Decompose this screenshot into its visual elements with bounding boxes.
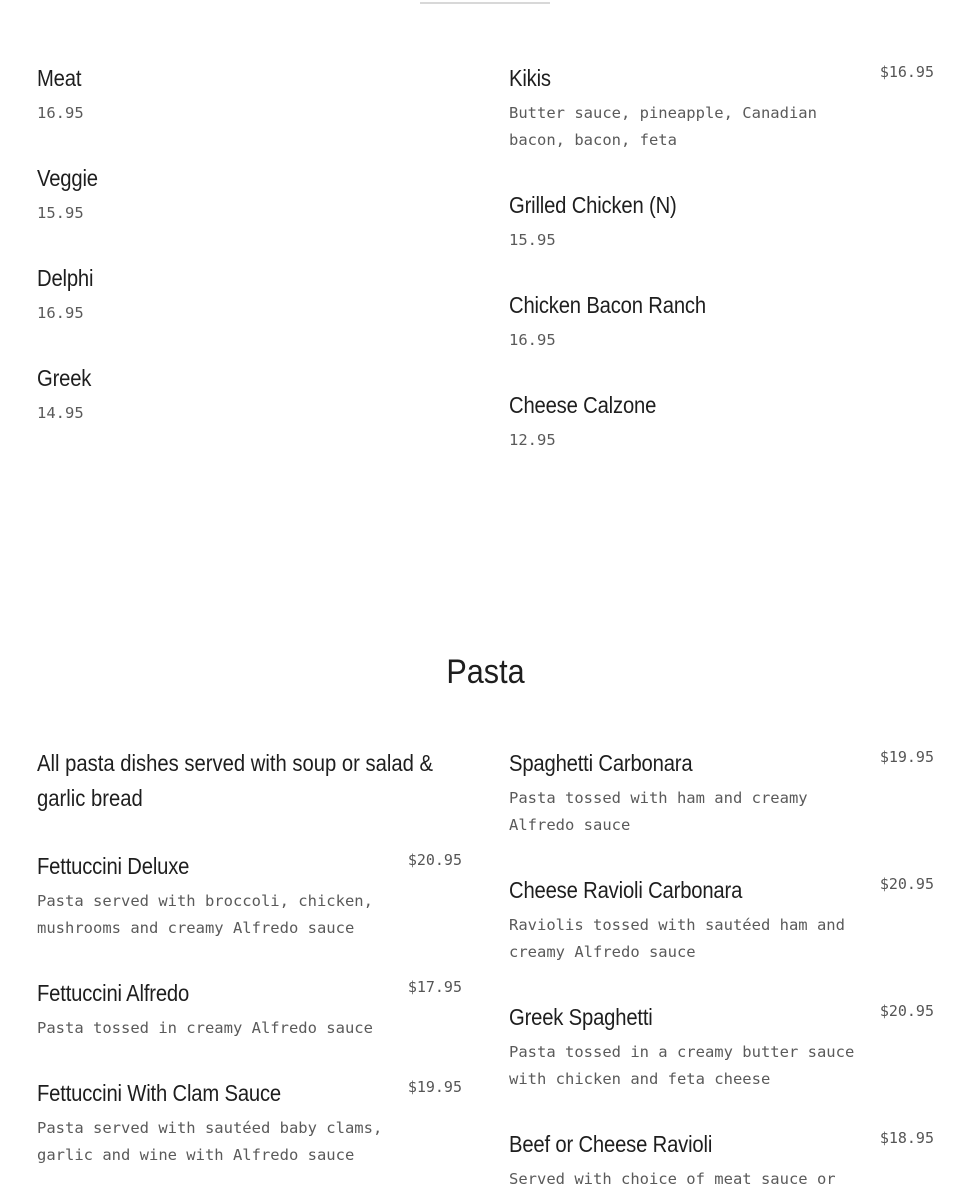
item-price: $19.95 bbox=[407, 1078, 462, 1096]
item-description: Pasta tossed in creamy Alfredo sauce bbox=[37, 1019, 373, 1037]
pasta-column-left bbox=[37, 746, 462, 1186]
pasta-column-right bbox=[509, 746, 934, 1187]
menu-item bbox=[37, 361, 462, 461]
menu-item bbox=[37, 976, 462, 1076]
item-price: 16.95 bbox=[37, 304, 84, 322]
pizza-column-right bbox=[509, 61, 934, 488]
item-name: Fettuccini Alfredo bbox=[37, 980, 190, 1006]
menu-item bbox=[37, 161, 462, 261]
menu-item bbox=[37, 261, 462, 361]
item-price: $18.95 bbox=[879, 1129, 934, 1147]
item-name: Greek bbox=[37, 365, 92, 391]
menu-item bbox=[37, 61, 462, 161]
item-name: Cheese Ravioli Carbonara bbox=[509, 877, 743, 903]
menu-item bbox=[509, 1000, 934, 1127]
item-name: Chicken Bacon Ranch bbox=[509, 292, 706, 318]
item-name: Fettuccini With Clam Sauce bbox=[37, 1080, 282, 1106]
item-price: 16.95 bbox=[509, 331, 556, 349]
item-description: Pasta tossed in a creamy butter sauce with chicken and feta cheese bbox=[509, 1043, 855, 1088]
item-price: $17.95 bbox=[407, 978, 462, 996]
item-name: Veggie bbox=[37, 165, 98, 191]
item-description: Served with choice of meat sauce or bbox=[509, 1170, 836, 1188]
item-name: Delphi bbox=[37, 265, 94, 291]
item-name: Beef or Cheese Ravioli bbox=[509, 1131, 713, 1157]
menu-item bbox=[37, 849, 462, 976]
item-description: Pasta served with sautéed baby clams, garlic and wine with Alfredo sauce bbox=[37, 1119, 383, 1164]
item-name: Spaghetti Carbonara bbox=[509, 750, 693, 776]
item-description: Pasta tossed with ham and creamy Alfredo sauce bbox=[509, 789, 808, 834]
item-name: Fettuccini Deluxe bbox=[37, 853, 190, 879]
pizza-column-left bbox=[37, 61, 462, 461]
section-title-pasta bbox=[0, 650, 970, 694]
item-description: Raviolis tossed with sautéed ham and creamy Alfredo sauce bbox=[509, 916, 845, 961]
menu-item bbox=[509, 1127, 934, 1187]
item-name: Meat bbox=[37, 65, 82, 91]
menu-item bbox=[509, 388, 934, 488]
item-price: $19.95 bbox=[879, 748, 934, 766]
menu-item bbox=[509, 61, 934, 188]
item-price: $16.95 bbox=[879, 63, 934, 81]
item-price: 16.95 bbox=[37, 104, 84, 122]
item-name: Cheese Calzone bbox=[509, 392, 657, 418]
item-price: $20.95 bbox=[407, 851, 462, 869]
item-price: $20.95 bbox=[879, 875, 934, 893]
menu-item bbox=[509, 873, 934, 1000]
item-price: 14.95 bbox=[37, 404, 84, 422]
item-price: $20.95 bbox=[879, 1002, 934, 1020]
menu-item bbox=[509, 188, 934, 288]
item-name: Kikis bbox=[509, 65, 551, 91]
section-title-cutoff bbox=[420, 0, 550, 4]
menu-item bbox=[509, 746, 934, 873]
pasta-note: All pasta dishes served with soup or salad & garlic bread bbox=[37, 750, 434, 811]
item-name: Grilled Chicken (N) bbox=[509, 192, 677, 218]
item-price: 15.95 bbox=[37, 204, 84, 222]
item-name: Greek Spaghetti bbox=[509, 1004, 653, 1030]
item-price: 12.95 bbox=[509, 431, 556, 449]
pasta-note-wrap bbox=[37, 746, 462, 849]
section-title-text: Pasta bbox=[445, 653, 525, 691]
item-description: Butter sauce, pineapple, Canadian bacon, bacon, feta bbox=[509, 104, 817, 149]
menu-item bbox=[37, 1076, 462, 1186]
menu-item bbox=[509, 288, 934, 388]
item-price: 15.95 bbox=[509, 231, 556, 249]
item-description: Pasta served with broccoli, chicken, mushrooms and creamy Alfredo sauce bbox=[37, 892, 373, 937]
